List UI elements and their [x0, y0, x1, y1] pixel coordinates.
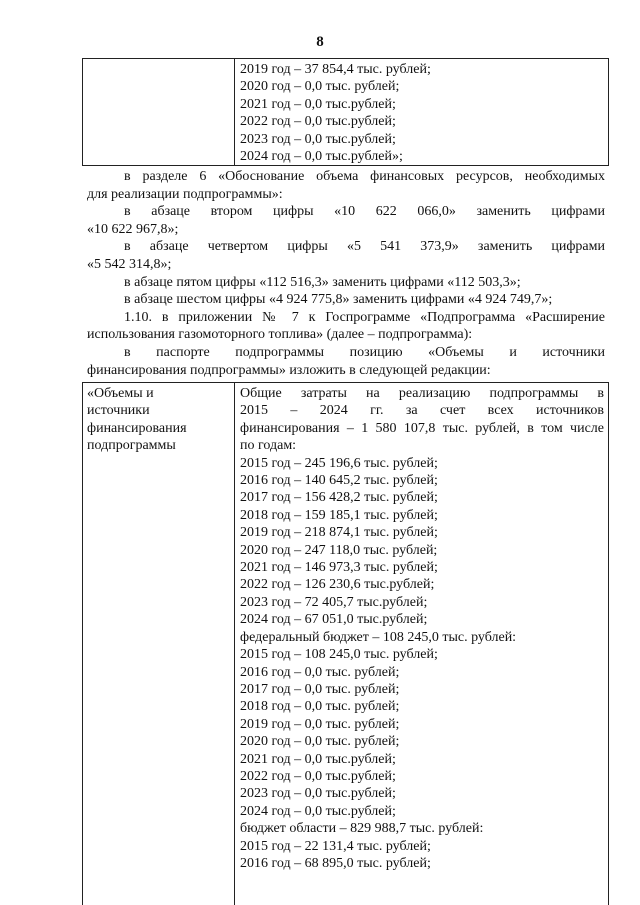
paragraph-section6-line1: в разделе 6 «Обоснование объема финансовых ресурсов, необходимых: [124, 169, 605, 184]
paragraph-section6-line2: для реализации подпрограммы»:: [87, 186, 283, 202]
funding-table-label-cell: [83, 383, 235, 905]
funding-table-value-cell: [235, 383, 608, 905]
table-top-line: 2023 год – 0,0 тыс.рублей;: [240, 131, 396, 147]
value-line: 2016 год – 0,0 тыс. рублей;: [240, 664, 400, 680]
table-top-line: 2019 год – 37 854,4 тыс. рублей;: [240, 62, 431, 77]
value-line: 2020 год – 0,0 тыс. рублей;: [240, 734, 400, 750]
paragraph-abzac2-line1: в абзаце втором цифры «10 622 066,0» заменить цифрами: [124, 204, 605, 220]
table-top-line: 2024 год – 0,0 тыс.рублей»;: [240, 149, 403, 165]
table-top-line: 2020 год – 0,0 тыс. рублей;: [240, 79, 400, 95]
value-line: 2017 год – 0,0 тыс. рублей;: [240, 681, 400, 697]
value-line: 2015 год – 245 196,6 тыс. рублей;: [240, 455, 438, 471]
paragraph-passport-line1: в паспорте подпрограммы позицию «Объемы и источники: [124, 344, 605, 360]
value-line: 2023 год – 72 405,7 тыс.рублей;: [240, 594, 428, 610]
intro-line: по годам:: [240, 438, 297, 454]
value-line: 2023 год – 0,0 тыс.рублей;: [240, 786, 396, 802]
table-top-line: 2022 год – 0,0 тыс.рублей;: [240, 114, 396, 130]
label-line: источники: [87, 403, 150, 419]
table-top-line: 2021 год – 0,0 тыс.рублей;: [240, 96, 396, 112]
intro-line: финансирования – 1 580 107,8 тыс. рублей, в том числе: [240, 420, 604, 436]
value-line: 2019 год – 0,0 тыс. рублей;: [240, 716, 400, 732]
paragraph-1-10-line1: 1.10. в приложении № 7 к Госпрограмме «Подпрограмма «Расширение: [124, 309, 605, 325]
value-line: федеральный бюджет – 108 245,0 тыс. рублей:: [240, 629, 517, 645]
paragraph-passport-line2: финансирования подпрограммы» изложить в следующей редакции:: [87, 362, 491, 378]
value-line: бюджет области – 829 988,7 тыс. рублей:: [240, 821, 484, 837]
label-line: «Объемы и: [87, 386, 154, 401]
value-line: 2017 год – 156 428,2 тыс. рублей;: [240, 490, 438, 506]
value-line: 2024 год – 0,0 тыс.рублей;: [240, 803, 396, 819]
table-top-left-cell: [83, 59, 235, 165]
value-line: 2016 год – 68 895,0 тыс. рублей;: [240, 855, 431, 871]
paragraph-abzac6: в абзаце шестом цифры «4 924 775,8» заменить цифрами «4 924 749,7»;: [124, 292, 553, 308]
value-line: 2019 год – 218 874,1 тыс. рублей;: [240, 525, 438, 541]
value-line: 2015 год – 108 245,0 тыс. рублей;: [240, 647, 438, 663]
value-line: 2021 год – 146 973,3 тыс. рублей;: [240, 560, 438, 576]
value-line: 2018 год – 0,0 тыс. рублей;: [240, 699, 400, 715]
paragraph-abzac4-line2: «5 542 314,8»;: [87, 256, 172, 272]
page-number: 8: [316, 34, 324, 50]
paragraph-abzac4-line1: в абзаце четвертом цифры «5 541 373,9» заменить цифрами: [124, 239, 605, 255]
paragraph-abzac2-line2: «10 622 967,8»;: [87, 221, 179, 237]
paragraph-abzac5: в абзаце пятом цифры «112 516,3» заменить цифрами «112 503,3»;: [124, 274, 521, 290]
label-line: подпрограммы: [87, 438, 176, 454]
intro-line: Общие затраты на реализацию подпрограммы в: [240, 386, 604, 401]
value-line: 2022 год – 126 230,6 тыс.рублей;: [240, 577, 435, 593]
value-line: 2022 год – 0,0 тыс.рублей;: [240, 768, 396, 784]
funding-table: [82, 382, 609, 905]
value-line: 2015 год – 22 131,4 тыс. рублей;: [240, 838, 431, 854]
value-line: 2016 год – 140 645,2 тыс. рублей;: [240, 473, 438, 489]
value-line: 2020 год – 247 118,0 тыс. рублей;: [240, 542, 438, 558]
value-line: 2024 год – 67 051,0 тыс.рублей;: [240, 612, 428, 628]
paragraph-1-10-line2: использования газомоторного топлива» (далее – подпрограмма):: [87, 327, 473, 343]
table-fragment-top: [82, 58, 609, 166]
value-line: 2021 год – 0,0 тыс.рублей;: [240, 751, 396, 767]
value-line: 2018 год – 159 185,1 тыс. рублей;: [240, 507, 438, 523]
table-top-right-cell: [235, 59, 608, 165]
label-line: финансирования: [87, 420, 187, 436]
body-text: [87, 168, 605, 379]
intro-line: 2015 – 2024 гг. за счет всех источников: [240, 403, 604, 419]
